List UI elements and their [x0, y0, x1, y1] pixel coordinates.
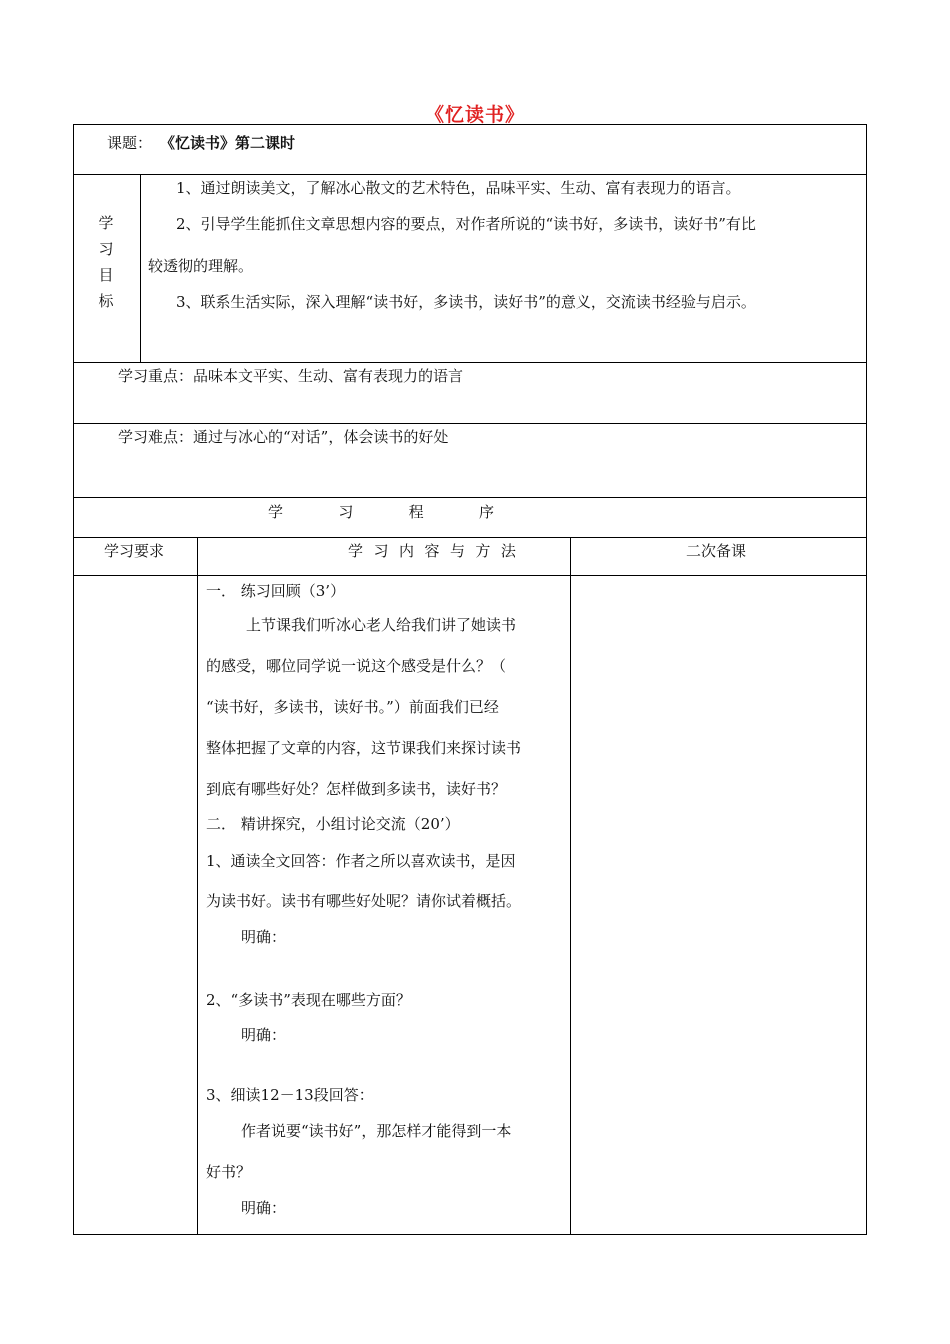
row-divider: [73, 362, 867, 363]
objective-item-2-cont: 较透彻的理解。: [148, 257, 254, 275]
row-divider: [73, 497, 867, 498]
content-line: 明确：: [241, 1026, 287, 1044]
content-line: 明确：: [241, 928, 287, 946]
document-title: 《忆读书》: [424, 104, 525, 126]
row-divider: [73, 174, 867, 175]
content-line: 到底有哪些好处？怎样做到多读书，读好书？: [206, 780, 507, 798]
content-line: 的感受，哪位同学说一说这个感受是什么？（: [206, 657, 507, 675]
content-line: 2、“多读书”表现在哪些方面？: [206, 991, 411, 1009]
column-header-content: 学 习 内 容 与 方 法: [348, 542, 516, 560]
row-divider: [73, 537, 867, 538]
content-line: 1、通读全文回答：作者之所以喜欢读书，是因: [206, 852, 516, 870]
content-line: 上节课我们听冰心老人给我们讲了她读书: [246, 616, 517, 634]
content-line: 二． 精讲探究，小组讨论交流（20’）: [206, 815, 460, 833]
lesson-table: [73, 124, 867, 1235]
topic-value: 《忆读书》第二课时: [160, 134, 296, 152]
objective-item-2: 2、引导学生能抓住文章思想内容的要点，对作者所说的“读书好，多读书，读好书”有比: [176, 215, 756, 233]
content-line: 好书？: [206, 1163, 252, 1181]
procedure-heading: 学 习 程 序: [268, 503, 494, 521]
content-line: 作者说要“读书好”，那怎样才能得到一本: [241, 1122, 512, 1140]
difficulty: 学习难点：通过与冰心的“对话”，体会读书的好处: [118, 428, 449, 446]
content-line: 3、细读12－13段回答：: [206, 1086, 374, 1104]
content-line: “读书好，多读书，读好书。”）前面我们已经: [206, 698, 499, 716]
content-line: 一． 练习回顾（3’）: [206, 582, 346, 600]
key-point: 学习重点：品味本文平实、生动、富有表现力的语言: [118, 367, 464, 385]
column-header-notes: 二次备课: [686, 542, 747, 560]
column-header-requirements: 学习要求: [104, 542, 165, 560]
content-line: 为读书好。读书有哪些好处呢？请你试着概括。: [206, 892, 522, 910]
objective-item-1: 1、通过朗读美文，了解冰心散文的艺术特色，品味平实、生动、富有表现力的语言。: [176, 179, 741, 197]
objective-item-3: 3、联系生活实际，深入理解“读书好，多读书，读好书”的意义，交流读书经验与启示。: [176, 293, 756, 311]
objectives-label: 学 习 目 标: [98, 214, 114, 310]
content-line: 整体把握了文章的内容，这节课我们来探讨读书: [206, 739, 522, 757]
column-divider: [570, 537, 571, 1235]
topic-label: 课题：: [107, 134, 153, 152]
row-divider: [73, 423, 867, 424]
column-divider: [197, 537, 198, 1235]
column-divider: [140, 174, 141, 362]
row-divider: [73, 575, 867, 576]
content-line: 明确：: [241, 1199, 287, 1217]
